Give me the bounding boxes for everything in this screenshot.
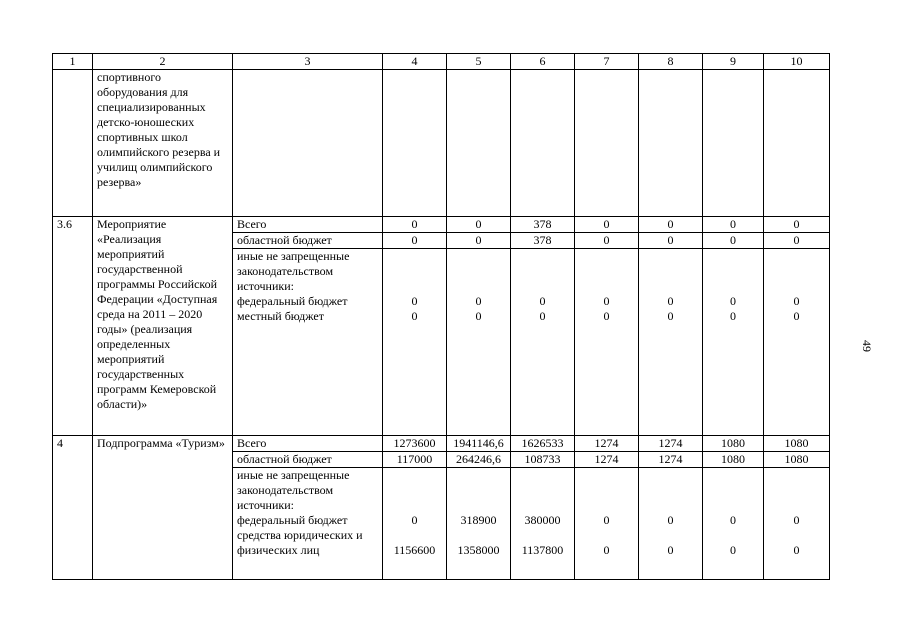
- value-cell: 0: [703, 217, 764, 233]
- header-cell: 2: [93, 54, 233, 70]
- value-cell: 0: [703, 233, 764, 249]
- header-cell: 10: [764, 54, 830, 70]
- value-cell: 0: [475, 309, 482, 323]
- value-cell: 0: [603, 294, 610, 308]
- value-cell: 1274: [639, 436, 703, 452]
- header-cell: 8: [639, 54, 703, 70]
- value-cell: 1941146,6: [447, 436, 511, 452]
- value-cell: 1274: [575, 452, 639, 468]
- value-cell: 0: [793, 513, 800, 527]
- value-cell: 0: [603, 543, 610, 557]
- value-cell: 1137800: [521, 543, 564, 557]
- value-cell: 378: [511, 217, 575, 233]
- value-cell: 117000: [383, 452, 447, 468]
- value-cell: 0: [639, 233, 703, 249]
- value-cell: 1080: [703, 436, 764, 452]
- value-cell: 0: [603, 513, 610, 527]
- value-cell: 0: [447, 217, 511, 233]
- value-cell: 0: [764, 217, 830, 233]
- source-label: Всего: [233, 436, 383, 452]
- value-cell: 0: [793, 309, 800, 323]
- value-cell: 0: [639, 217, 703, 233]
- value-cell: 0: [575, 217, 639, 233]
- source-label: областной бюджет: [233, 233, 383, 249]
- value-cell: 1080: [764, 436, 830, 452]
- value-cell: 1080: [764, 452, 830, 468]
- value-cell: 264246,6: [447, 452, 511, 468]
- table-row: [53, 436, 830, 452]
- source-block: [233, 468, 383, 580]
- value-cell: 0: [383, 233, 447, 249]
- item-name-continuation: спортивного оборудования для специализированных детско-юношеских спортивных школ олимпийского резерва и училищ олимпийского резерва»: [93, 70, 233, 217]
- value-cell: 0: [539, 294, 546, 308]
- source-label: федеральный бюджет: [237, 294, 348, 308]
- source-label: федеральный бюджет: [237, 513, 348, 527]
- value-cell: 0: [764, 233, 830, 249]
- budget-table: [52, 53, 830, 580]
- value-cell: 1156600: [393, 543, 436, 557]
- value-cell: 0: [667, 309, 674, 323]
- value-cell: 0: [730, 543, 736, 557]
- value-cell: 0: [730, 513, 736, 527]
- header-cell: 6: [511, 54, 575, 70]
- value-cell: 1626533: [511, 436, 575, 452]
- item-name: Подпрограмма «Туризм»: [93, 436, 233, 580]
- source-label: Всего: [233, 217, 383, 233]
- value-cell: 0: [667, 294, 674, 308]
- value-cell: 1274: [575, 436, 639, 452]
- item-number: 3.6: [53, 217, 93, 436]
- header-cell: 4: [383, 54, 447, 70]
- value-cell: 0: [447, 233, 511, 249]
- value-cell: 1080: [703, 452, 764, 468]
- value-cell: 1358000: [457, 543, 500, 557]
- value-cell: 0: [539, 309, 546, 323]
- value-cell: 0: [793, 294, 800, 308]
- header-cell: 9: [703, 54, 764, 70]
- page-number: 49: [860, 340, 874, 352]
- value-cell: 0: [411, 294, 418, 308]
- value-cell: 0: [603, 309, 610, 323]
- table-row-continuation: [53, 70, 830, 217]
- source-label: местный бюджет: [237, 309, 324, 323]
- header-cell: 3: [233, 54, 383, 70]
- item-number: 4: [53, 436, 93, 580]
- value-cell: 0: [411, 513, 418, 527]
- source-label: иные не запрещенные законодательством источники:: [237, 249, 350, 293]
- value-cell: 0: [575, 233, 639, 249]
- value-cell: 0: [730, 294, 736, 308]
- value-cell: 1273600: [383, 436, 447, 452]
- value-cell: 380000: [524, 513, 561, 527]
- value-cell: 0: [383, 217, 447, 233]
- source-block: [233, 249, 383, 436]
- value-cell: 0: [730, 309, 736, 323]
- table-row: [53, 217, 830, 233]
- header-cell: 1: [53, 54, 93, 70]
- header-row: [53, 54, 830, 70]
- value-cell: 378: [511, 233, 575, 249]
- value-cell: 318900: [460, 513, 497, 527]
- value-cell: 0: [411, 309, 418, 323]
- header-cell: 5: [447, 54, 511, 70]
- value-cell: 108733: [511, 452, 575, 468]
- source-label: средства юридических и физических лиц: [237, 528, 363, 557]
- value-cell: 0: [667, 513, 674, 527]
- value-cell: 0: [793, 543, 800, 557]
- header-cell: 7: [575, 54, 639, 70]
- item-name: Мероприятие «Реализация мероприятий государственной программы Российской Федерации «Доступная среда на 2011 – 2020 годы» (реализация определенных мероприятий государственных программ Кемеровской области)»: [93, 217, 233, 436]
- source-label: областной бюджет: [233, 452, 383, 468]
- source-label: иные не запрещенные законодательством источники:: [237, 468, 350, 512]
- value-cell: 0: [667, 543, 674, 557]
- value-cell: 1274: [639, 452, 703, 468]
- value-cell: 0: [475, 294, 482, 308]
